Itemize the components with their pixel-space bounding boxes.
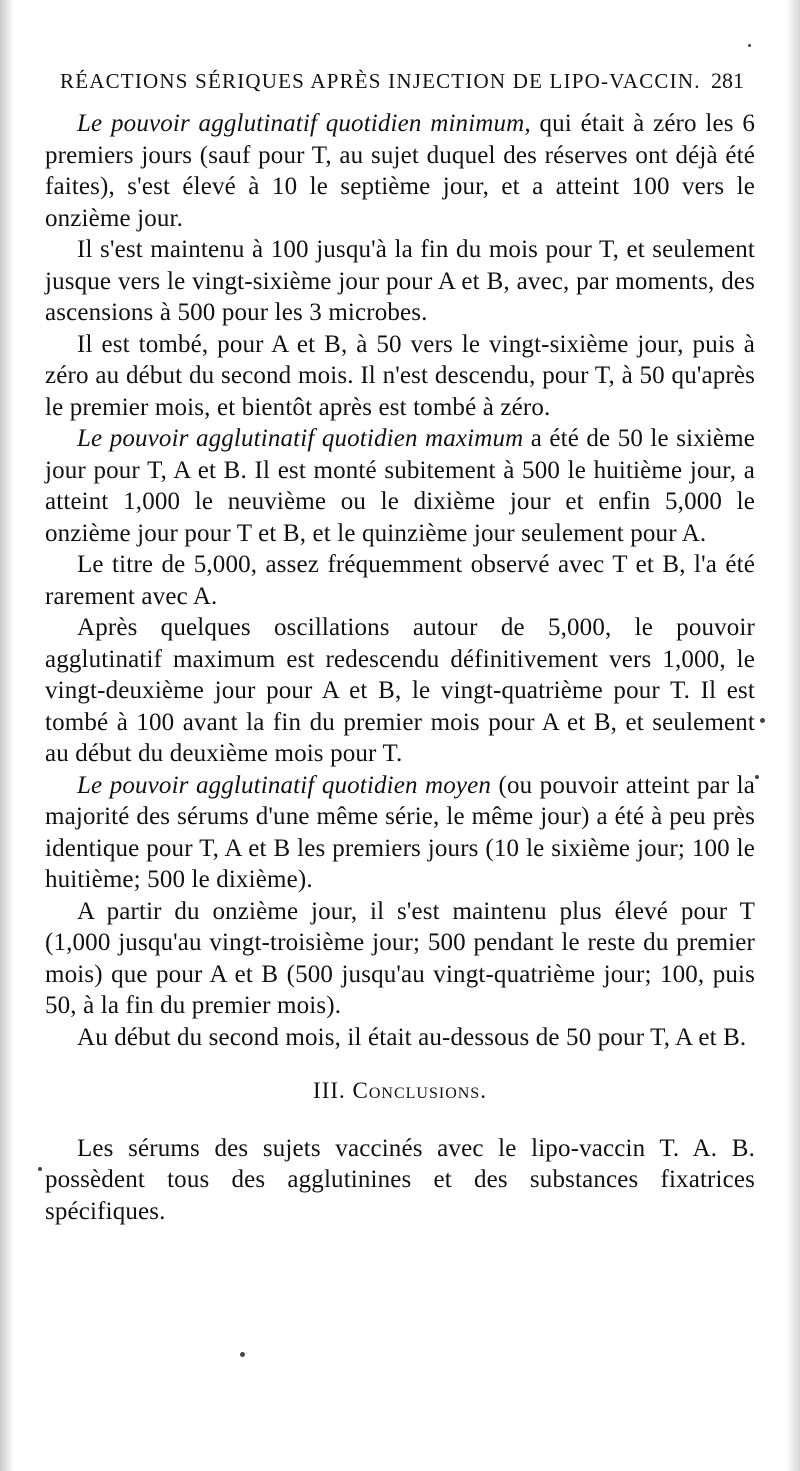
page-right-edge-shadow	[786, 0, 800, 1471]
scan-speck	[240, 1352, 245, 1357]
paragraph-text: Il s'est maintenu à 100 jusqu'à la fin du mois pour T, et seulement jusque vers le vingt-sixième jour pour A et B, avec, par moments, des ascensions à 500 pour les 3 microbes.	[45, 236, 755, 326]
page-body	[45, 108, 755, 1227]
scan-speck	[748, 44, 751, 47]
section-number: III.	[313, 1078, 346, 1103]
page-left-edge-shadow	[0, 0, 14, 1471]
scan-speck	[755, 775, 759, 779]
paragraph	[45, 896, 755, 1022]
paragraph-lead-italic: Le pouvoir agglutinatif quotidien minimum,	[77, 110, 531, 137]
scan-speck	[760, 718, 765, 723]
paragraph	[45, 423, 755, 549]
paragraph	[45, 108, 755, 234]
paragraph-lead-italic: Le pouvoir agglutinatif quotidien maximum	[77, 425, 524, 452]
scan-speck	[38, 1167, 42, 1171]
conclusion-text: Les sérums des sujets vaccinés avec le lipo-vaccin T. A. B. possèdent tous des agglutinines et des substances fixatrices spécifiques.	[45, 1134, 755, 1225]
paragraph-text: Au début du second mois, il était au-dessous de 50 pour T, A et B.	[77, 1023, 747, 1051]
section-heading	[45, 1075, 755, 1107]
paragraph-text: a été de 50 le sixième jour pour T, A et B. Il est monté subitement à 500 le huitième jour, a atteint 1,000 le neuvième ou le dixième jour et enfin 5,000 le onzième jour pour T et B, et le quinzième jour seulement pour A.	[45, 425, 755, 547]
paragraph-text: Le titre de 5,000, assez fréquemment observé avec T et B, l'a été rarement avec A.	[45, 551, 755, 610]
paragraph-text: (ou pouvoir atteint par la majorité des sérums d'une même série, le même jour) a été à peu près identique pour T, A et B les premiers jours (10 le sixième jour; 100 le huitième; 500 le dixième).	[45, 771, 755, 893]
paragraph-text: Il est tombé, pour A et B, à 50 vers le vingt-sixième jour, puis à zéro au début du second mois. Il n'est descendu, pour T, à 50 qu'après le premier mois, et bientôt après est tombé à zéro.	[45, 330, 755, 421]
conclusion-paragraph	[45, 1133, 755, 1228]
paragraph	[45, 612, 755, 770]
section-title: Conclusions.	[352, 1078, 487, 1103]
paragraph-text: Après quelques oscillations autour de 5,000, le pouvoir agglutinatif maximum est redescendu définitivement vers 1,000, le vingt-deuxième jour pour A et B, le vingt-quatrième pour T. Il est tombé à 100 avant la fin du premier mois pour A et B, et seulement au début du deuxième mois pour T.	[45, 614, 755, 767]
paragraph-lead-italic: Le pouvoir agglutinatif quotidien moyen	[77, 771, 492, 799]
paragraph	[45, 549, 755, 612]
paragraph-text: qui était à zéro les 6 premiers jours (sauf pour T, au sujet duquel des réserves ont déjà été faites), s'est élevé à 10 le septième jour, et a atteint 100 vers le onzième jour.	[45, 110, 755, 232]
paragraph	[45, 770, 755, 896]
page-number: 281	[711, 68, 744, 93]
paragraph	[45, 329, 755, 424]
paragraph-text: A partir du onzième jour, il s'est maintenu plus élevé pour T (1,000 jusqu'au vingt-troisième jour; 500 pendant le reste du premier mois) que pour A et B (500 jusqu'au vingt-quatrième jour; 100, puis 50, à la fin du premier mois).	[45, 897, 755, 1019]
paragraph	[45, 1022, 755, 1054]
paragraph	[45, 234, 755, 329]
running-title: RÉACTIONS SÉRIQUES APRÈS INJECTION DE LIPO-VACCIN.	[60, 69, 701, 93]
running-header	[60, 68, 744, 94]
